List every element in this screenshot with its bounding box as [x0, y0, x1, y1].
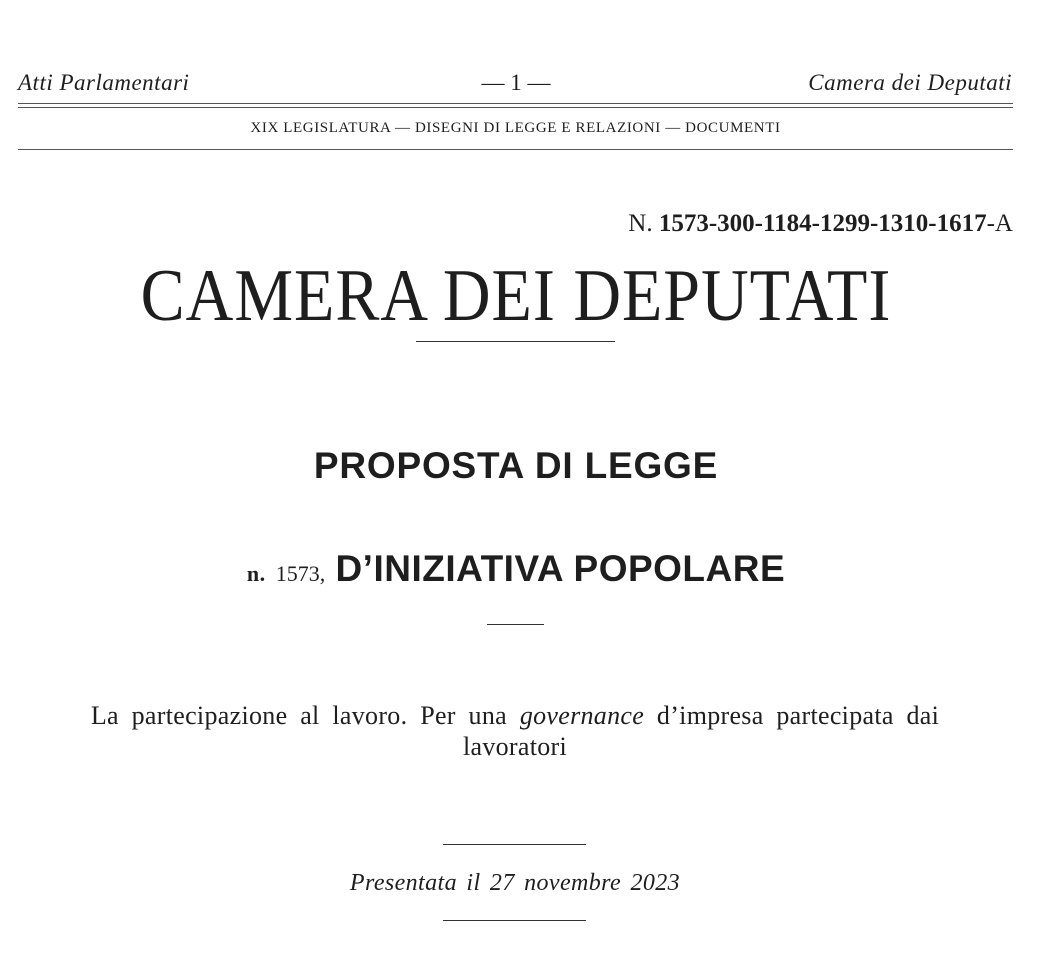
presentation-date: Presentata il 27 novembre 2023	[349, 870, 681, 896]
header-double-rule	[18, 103, 1013, 108]
chamber-title: CAMERA DEI DEPUTATI	[140, 255, 892, 337]
proposal-rule	[487, 624, 544, 625]
proposal-initiative: D’INIZIATIVA POPOLARE	[335, 548, 786, 589]
running-header-left: Atti Parlamentari	[18, 70, 190, 95]
document-number-prefix: N.	[628, 210, 653, 237]
running-header-right: Camera dei Deputati	[808, 70, 1012, 95]
subject-emphasis: governance	[519, 701, 645, 730]
subject-part-1: La partecipazione al lavoro. Per una	[90, 701, 507, 730]
page-number: — 1 —	[481, 70, 551, 95]
document-number	[628, 210, 1013, 238]
subject-title	[60, 700, 970, 762]
chamber-title-rule	[416, 341, 615, 342]
running-header-subtitle: XIX LEGISLATURA — DISEGNI DI LEGGE E RELAZIONI — DOCUMENTI	[250, 120, 781, 136]
proposal-ref-label: n.	[246, 561, 266, 586]
presented-rule-top	[443, 844, 586, 845]
document-number-suffix: -A	[986, 210, 1013, 237]
header-rule	[18, 149, 1013, 150]
proposal-initiative-line	[0, 548, 1032, 590]
document-number-value: 1573-300-1184-1299-1310-1617	[658, 210, 987, 237]
proposal-heading: PROPOSTA DI LEGGE	[313, 445, 719, 486]
subject-part-2: d’impresa partecipata dai lavoratori	[462, 701, 940, 761]
presented-rule-bottom	[443, 920, 586, 921]
proposal-ref-number: 1573	[275, 561, 320, 586]
proposal-ref-separator: ,	[319, 561, 326, 586]
